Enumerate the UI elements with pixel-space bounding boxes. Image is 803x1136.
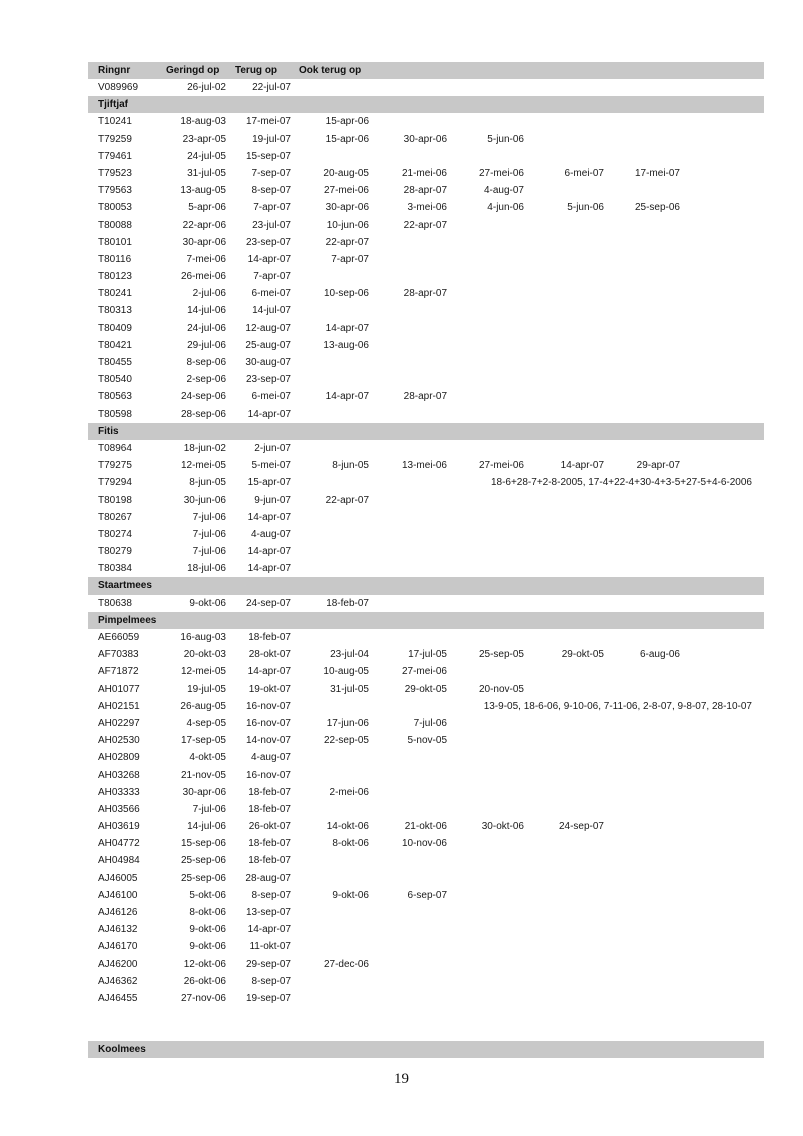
recaptured-date: 14-apr-07 bbox=[247, 408, 291, 420]
recaptured-date: 25-aug-07 bbox=[245, 339, 291, 351]
table-row bbox=[88, 801, 764, 818]
ring-number: T80053 bbox=[98, 202, 132, 214]
ringed-date: 20-okt-03 bbox=[183, 649, 226, 661]
table-row bbox=[88, 749, 764, 766]
table-row bbox=[88, 887, 764, 904]
also-recaptured-date: 22-sep-05 bbox=[323, 735, 369, 747]
table-row bbox=[88, 663, 764, 680]
also-recaptured-date: 30-apr-06 bbox=[403, 133, 447, 145]
also-recaptured-date: 4-jun-06 bbox=[487, 202, 524, 214]
also-recaptured-date: 27-mei-06 bbox=[401, 666, 447, 678]
section-title: Koolmees bbox=[98, 1044, 146, 1056]
table-row bbox=[88, 560, 764, 577]
recaptured-date: 14-jul-07 bbox=[252, 305, 291, 317]
recaptured-date: 6-mei-07 bbox=[251, 288, 291, 300]
recaptured-date: 23-sep-07 bbox=[245, 236, 291, 248]
ring-number: T80598 bbox=[98, 408, 132, 420]
section-header bbox=[88, 423, 764, 440]
recaptured-date: 6-mei-07 bbox=[251, 391, 291, 403]
recaptured-date: 19-jul-07 bbox=[252, 133, 291, 145]
ring-number: AH03333 bbox=[98, 786, 140, 798]
ring-number: AJ46200 bbox=[98, 958, 138, 970]
table-row bbox=[88, 681, 764, 698]
ring-number: T10241 bbox=[98, 116, 132, 128]
table-row bbox=[88, 835, 764, 852]
table-row bbox=[88, 526, 764, 543]
ringed-date: 27-nov-06 bbox=[180, 992, 226, 1004]
ring-number: T80540 bbox=[98, 374, 132, 386]
ringed-date: 18-aug-03 bbox=[180, 116, 226, 128]
ringed-date: 25-sep-06 bbox=[180, 855, 226, 867]
also-recaptured-date: 27-mei-06 bbox=[323, 185, 369, 197]
ring-number: T80274 bbox=[98, 528, 132, 540]
table-row bbox=[88, 698, 764, 715]
also-recaptured-date: 10-nov-06 bbox=[401, 838, 447, 850]
table-row bbox=[88, 474, 764, 491]
ring-number: AH02530 bbox=[98, 735, 140, 747]
recaptured-date: 16-nov-07 bbox=[245, 769, 291, 781]
ringed-date: 4-okt-05 bbox=[189, 752, 226, 764]
also-recaptured-date: 20-aug-05 bbox=[323, 167, 369, 179]
table-row bbox=[88, 629, 764, 646]
ring-number: AJ46132 bbox=[98, 924, 138, 936]
ring-number: T79259 bbox=[98, 133, 132, 145]
recaptured-date: 14-apr-07 bbox=[247, 546, 291, 558]
page-number: 19 bbox=[394, 1071, 409, 1087]
ringed-date: 26-okt-06 bbox=[183, 975, 226, 987]
also-recaptured-date: 5-jun-06 bbox=[567, 202, 604, 214]
recaptured-date: 26-okt-07 bbox=[248, 821, 291, 833]
ring-number: AH03268 bbox=[98, 769, 140, 781]
table-row bbox=[88, 302, 764, 319]
also-recaptured-date: 14-apr-07 bbox=[560, 460, 604, 472]
also-recaptured-date: 7-apr-07 bbox=[331, 253, 369, 265]
ringed-date: 22-apr-06 bbox=[182, 219, 226, 231]
also-recaptured-date: 9-okt-06 bbox=[332, 889, 369, 901]
ringed-date: 7-mei-06 bbox=[186, 253, 226, 265]
also-recaptured-date: 8-okt-06 bbox=[332, 838, 369, 850]
ring-number: T80638 bbox=[98, 597, 132, 609]
also-recaptured-date: 15-apr-06 bbox=[325, 116, 369, 128]
recaptured-date: 30-aug-07 bbox=[245, 357, 291, 368]
ring-number: T80101 bbox=[98, 236, 132, 248]
recaptured-date: 18-feb-07 bbox=[248, 786, 291, 798]
table-row bbox=[88, 371, 764, 388]
recaptured-date: 15-sep-07 bbox=[245, 150, 291, 162]
ring-number: T79563 bbox=[98, 185, 132, 197]
ringed-date: 30-apr-06 bbox=[182, 236, 226, 248]
ring-number: T80267 bbox=[98, 511, 132, 523]
also-recaptured-date: 7-jul-06 bbox=[413, 717, 447, 729]
recaptured-date: 19-okt-07 bbox=[248, 683, 291, 695]
ring-number: AE66059 bbox=[98, 632, 140, 643]
table-row bbox=[88, 732, 764, 749]
section-header bbox=[88, 577, 764, 594]
recaptured-date: 22-jul-07 bbox=[252, 82, 291, 93]
also-recaptured-date: 27-mei-06 bbox=[478, 167, 524, 179]
also-recaptured-date: 8-jun-05 bbox=[332, 460, 369, 472]
also-recaptured-date: 17-mei-07 bbox=[634, 167, 680, 179]
recaptured-date: 19-sep-07 bbox=[245, 992, 291, 1004]
also-recaptured-date: 6-aug-06 bbox=[639, 649, 680, 661]
ringed-date: 31-jul-05 bbox=[187, 167, 226, 179]
recaptured-date: 28-okt-07 bbox=[248, 649, 291, 661]
section-header bbox=[88, 612, 764, 629]
ring-number: T79461 bbox=[98, 150, 132, 162]
ring-number: AH01077 bbox=[98, 683, 140, 695]
ring-number: AH04984 bbox=[98, 855, 140, 867]
ringed-date: 8-sep-06 bbox=[186, 357, 226, 368]
table-row bbox=[88, 182, 764, 199]
recaptured-date: 7-apr-07 bbox=[253, 202, 291, 214]
ringed-date: 24-sep-06 bbox=[180, 391, 226, 403]
recaptured-date: 17-mei-07 bbox=[245, 116, 291, 128]
ring-number: T08964 bbox=[98, 442, 132, 454]
ringed-date: 2-sep-06 bbox=[186, 374, 226, 386]
ring-number: T80198 bbox=[98, 494, 132, 506]
ring-number: T80123 bbox=[98, 271, 132, 283]
table-row bbox=[88, 509, 764, 526]
table-row bbox=[88, 818, 764, 835]
header-ook: Ook terug op bbox=[299, 65, 362, 76]
ring-number: T80384 bbox=[98, 563, 132, 575]
ringed-date: 9-okt-06 bbox=[189, 597, 226, 609]
ringed-date: 19-jul-05 bbox=[187, 683, 226, 695]
table-row bbox=[88, 904, 764, 921]
also-recaptured-date: 6-sep-07 bbox=[407, 889, 447, 901]
table-row bbox=[88, 113, 764, 130]
also-recaptured-date: 14-apr-07 bbox=[325, 391, 369, 403]
table-row bbox=[88, 165, 764, 182]
ring-number: AJ46455 bbox=[98, 992, 138, 1004]
ring-number: T79523 bbox=[98, 167, 132, 179]
ring-number: T79294 bbox=[98, 477, 132, 489]
recaptured-date: 12-aug-07 bbox=[245, 322, 291, 334]
also-recaptured-date: 21-okt-06 bbox=[404, 821, 447, 833]
ringed-date: 24-jul-06 bbox=[187, 322, 226, 334]
also-recaptured-date: 29-okt-05 bbox=[404, 683, 447, 695]
also-recaptured-date: 10-jun-06 bbox=[326, 219, 369, 231]
table-row bbox=[88, 199, 764, 216]
recaptured-date: 14-apr-07 bbox=[247, 666, 291, 678]
header-geringd: Geringd op bbox=[166, 65, 220, 76]
ringed-date: 14-jul-06 bbox=[187, 305, 226, 317]
also-recaptured-date: 25-sep-06 bbox=[634, 202, 680, 214]
table-row bbox=[88, 406, 764, 423]
recaptured-date: 23-sep-07 bbox=[245, 374, 291, 386]
ringed-date: 17-sep-05 bbox=[180, 735, 226, 747]
recaptured-date: 14-apr-07 bbox=[247, 924, 291, 936]
ringed-date: 2-jul-06 bbox=[192, 288, 226, 300]
ringed-date: 25-sep-06 bbox=[180, 872, 226, 884]
ring-number: AH03619 bbox=[98, 821, 140, 833]
ring-number: T80409 bbox=[98, 322, 132, 334]
ring-number: T80421 bbox=[98, 339, 132, 351]
ring-number: AJ46170 bbox=[98, 941, 138, 953]
recaptured-date: 7-sep-07 bbox=[251, 167, 291, 179]
ringed-date: 16-aug-03 bbox=[180, 632, 226, 643]
table-row bbox=[88, 79, 764, 96]
recaptured-date: 18-feb-07 bbox=[248, 838, 291, 850]
ringed-date: 15-sep-06 bbox=[180, 838, 226, 850]
recaptured-date: 28-aug-07 bbox=[245, 872, 291, 884]
ringed-date: 12-mei-05 bbox=[180, 666, 226, 678]
ring-number: T80241 bbox=[98, 288, 132, 300]
also-recaptured-date: 22-apr-07 bbox=[325, 494, 369, 506]
ringed-date: 7-jul-06 bbox=[192, 546, 226, 558]
section-title: Fitis bbox=[98, 425, 119, 437]
also-recaptured-date: 25-sep-05 bbox=[478, 649, 524, 661]
recaptured-date: 13-sep-07 bbox=[245, 907, 291, 918]
table-row bbox=[88, 234, 764, 251]
also-recaptured-date: 2-mei-06 bbox=[329, 786, 369, 798]
table-row bbox=[88, 956, 764, 973]
recaptured-date: 8-sep-07 bbox=[251, 185, 291, 197]
recaptured-date: 2-jun-07 bbox=[254, 442, 291, 454]
also-recaptured-date: 6-mei-07 bbox=[564, 167, 604, 179]
header-ringnr: Ringnr bbox=[98, 65, 131, 76]
ringed-date: 26-mei-06 bbox=[180, 271, 226, 283]
ringed-date: 18-jul-06 bbox=[187, 563, 226, 575]
also-recaptured-date: 23-jul-04 bbox=[330, 649, 369, 661]
table-row bbox=[88, 852, 764, 869]
recaptured-date: 9-jun-07 bbox=[254, 494, 291, 506]
ring-number: AH04772 bbox=[98, 838, 140, 850]
recaptured-date: 23-jul-07 bbox=[252, 219, 291, 231]
table-row bbox=[88, 320, 764, 337]
header-terug: Terug op bbox=[235, 65, 278, 76]
ring-number: V089969 bbox=[98, 82, 139, 93]
table-row bbox=[88, 131, 764, 148]
ringed-date: 13-aug-05 bbox=[180, 185, 226, 197]
also-recaptured-date: 29-apr-07 bbox=[636, 460, 680, 472]
ring-number: T80279 bbox=[98, 546, 132, 558]
ringed-date: 9-okt-06 bbox=[189, 941, 226, 953]
recaptured-date: 8-sep-07 bbox=[251, 889, 291, 901]
ringed-date: 30-jun-06 bbox=[183, 494, 226, 506]
recaptured-date: 5-mei-07 bbox=[251, 460, 291, 472]
table-row bbox=[88, 337, 764, 354]
table-row bbox=[88, 715, 764, 732]
table-row bbox=[88, 870, 764, 887]
ring-number: AJ46005 bbox=[98, 872, 138, 884]
also-recaptured-date: 10-aug-05 bbox=[323, 666, 369, 678]
recaptured-date: 16-nov-07 bbox=[245, 700, 291, 712]
also-recaptured-date: 4-aug-07 bbox=[483, 185, 524, 197]
ringed-date: 7-jul-06 bbox=[192, 803, 226, 815]
also-recaptured-date: 17-jul-05 bbox=[408, 649, 447, 661]
ring-number: T80313 bbox=[98, 305, 132, 317]
ring-number: AF70383 bbox=[98, 649, 139, 661]
table-row bbox=[88, 973, 764, 990]
also-recaptured-list: 13-9-05, 18-6-06, 9-10-06, 7-11-06, 2-8-07, 9-8-07, 28-10-07 bbox=[483, 700, 752, 712]
table-row bbox=[88, 285, 764, 302]
ringed-date: 18-jun-02 bbox=[183, 442, 226, 454]
ringed-date: 26-aug-05 bbox=[180, 700, 226, 712]
also-recaptured-date: 27-mei-06 bbox=[478, 460, 524, 472]
table-row bbox=[88, 148, 764, 165]
table-row bbox=[88, 543, 764, 560]
also-recaptured-date: 22-apr-07 bbox=[403, 219, 447, 231]
recaptured-date: 8-sep-07 bbox=[251, 975, 291, 987]
also-recaptured-date: 29-okt-05 bbox=[561, 649, 604, 661]
also-recaptured-date: 21-mei-06 bbox=[401, 167, 447, 179]
also-recaptured-date: 28-apr-07 bbox=[403, 391, 447, 403]
recaptured-date: 18-feb-07 bbox=[248, 632, 291, 643]
ring-number: T79275 bbox=[98, 460, 132, 472]
table-row bbox=[88, 217, 764, 234]
ring-number: AH02151 bbox=[98, 700, 140, 712]
also-recaptured-date: 18-feb-07 bbox=[326, 597, 369, 609]
also-recaptured-list: 18-6+28-7+2-8-2005, 17-4+22-4+30-4+3-5+27-5+4-6-2006 bbox=[490, 477, 752, 489]
ring-number: AF71872 bbox=[98, 666, 139, 678]
ring-number: AH02809 bbox=[98, 752, 140, 764]
ringed-date: 29-jul-06 bbox=[187, 339, 226, 351]
table-row bbox=[88, 767, 764, 784]
recaptured-date: 18-feb-07 bbox=[248, 855, 291, 867]
ringed-date: 21-nov-05 bbox=[180, 769, 226, 781]
ringed-date: 14-jul-06 bbox=[187, 821, 226, 833]
also-recaptured-date: 24-sep-07 bbox=[558, 821, 604, 833]
ringed-date: 12-mei-05 bbox=[180, 460, 226, 472]
ringed-date: 5-okt-06 bbox=[189, 889, 226, 901]
recaptured-date: 16-nov-07 bbox=[245, 717, 291, 729]
recaptured-date: 15-apr-07 bbox=[247, 477, 291, 489]
also-recaptured-date: 30-apr-06 bbox=[325, 202, 369, 214]
section-title: Staartmees bbox=[98, 580, 152, 592]
also-recaptured-date: 5-nov-05 bbox=[407, 735, 447, 747]
also-recaptured-date: 14-apr-07 bbox=[325, 322, 369, 334]
table-row bbox=[88, 921, 764, 938]
table-row bbox=[88, 784, 764, 801]
table-row bbox=[88, 251, 764, 268]
ringed-date: 5-apr-06 bbox=[188, 202, 226, 214]
recaptured-date: 14-apr-07 bbox=[247, 253, 291, 265]
ring-number: T80563 bbox=[98, 391, 132, 403]
also-recaptured-date: 31-jul-05 bbox=[330, 683, 369, 695]
section-title: Pimpelmees bbox=[98, 614, 157, 626]
also-recaptured-date: 30-okt-06 bbox=[481, 821, 524, 833]
also-recaptured-date: 10-sep-06 bbox=[323, 288, 369, 300]
recaptured-date: 29-sep-07 bbox=[245, 958, 291, 970]
also-recaptured-date: 28-apr-07 bbox=[403, 288, 447, 300]
ringed-date: 9-okt-06 bbox=[189, 924, 226, 936]
also-recaptured-date: 15-apr-06 bbox=[325, 133, 369, 145]
also-recaptured-date: 28-apr-07 bbox=[403, 185, 447, 197]
ring-number: AH02297 bbox=[98, 717, 140, 729]
table-row bbox=[88, 646, 764, 663]
ringed-date: 28-sep-06 bbox=[180, 408, 226, 420]
recaptured-date: 14-nov-07 bbox=[245, 735, 291, 747]
also-recaptured-date: 17-jun-06 bbox=[326, 717, 369, 729]
ring-number: T80088 bbox=[98, 219, 132, 231]
ringed-date: 7-jul-06 bbox=[192, 511, 226, 523]
table-row bbox=[88, 440, 764, 457]
section-spacer bbox=[88, 1007, 764, 1041]
recaptured-date: 11-okt-07 bbox=[249, 941, 291, 953]
ring-number: T80116 bbox=[98, 253, 132, 265]
ringed-date: 12-okt-06 bbox=[183, 958, 226, 970]
also-recaptured-date: 14-okt-06 bbox=[326, 821, 369, 833]
ring-number: AJ46100 bbox=[98, 889, 138, 901]
also-recaptured-date: 27-dec-06 bbox=[323, 958, 369, 970]
ring-number: AJ46362 bbox=[98, 975, 138, 987]
section-title: Tjiftjaf bbox=[98, 99, 128, 111]
table-row bbox=[88, 595, 764, 612]
ring-number: AH03566 bbox=[98, 803, 140, 815]
ring-number: T80455 bbox=[98, 357, 132, 368]
table-row bbox=[88, 990, 764, 1007]
recaptured-date: 24-sep-07 bbox=[245, 597, 291, 609]
table-row bbox=[88, 268, 764, 285]
table-header bbox=[88, 62, 764, 79]
also-recaptured-date: 13-mei-06 bbox=[401, 460, 447, 472]
ringed-date: 23-apr-05 bbox=[182, 133, 226, 145]
ringed-date: 30-apr-06 bbox=[182, 786, 226, 798]
section-header bbox=[88, 1041, 764, 1058]
ringed-date: 24-jul-05 bbox=[187, 150, 226, 162]
ringed-date: 4-sep-05 bbox=[186, 717, 226, 729]
also-recaptured-date: 22-apr-07 bbox=[325, 236, 369, 248]
table-row bbox=[88, 457, 764, 474]
table-row bbox=[88, 388, 764, 405]
ringed-date: 7-jul-06 bbox=[192, 528, 226, 540]
also-recaptured-date: 5-jun-06 bbox=[487, 133, 524, 145]
ring-number: AJ46126 bbox=[98, 907, 138, 918]
table-row bbox=[88, 354, 764, 371]
recaptured-date: 14-apr-07 bbox=[247, 511, 291, 523]
table-body bbox=[88, 79, 764, 1058]
recaptured-date: 7-apr-07 bbox=[253, 271, 291, 283]
ringed-date: 26-jul-02 bbox=[187, 82, 226, 93]
also-recaptured-date: 13-aug-06 bbox=[323, 339, 369, 351]
recaptured-date: 18-feb-07 bbox=[248, 803, 291, 815]
also-recaptured-date: 3-mei-06 bbox=[407, 202, 447, 214]
ringed-date: 8-okt-06 bbox=[189, 907, 226, 918]
recaptured-date: 14-apr-07 bbox=[247, 563, 291, 575]
recaptured-date: 4-aug-07 bbox=[250, 528, 291, 540]
recaptured-date: 4-aug-07 bbox=[250, 752, 291, 764]
ringed-date: 8-jun-05 bbox=[189, 477, 226, 489]
table-row bbox=[88, 492, 764, 509]
section-header bbox=[88, 96, 764, 113]
also-recaptured-date: 20-nov-05 bbox=[478, 683, 524, 695]
ringing-table bbox=[88, 62, 764, 1058]
table-row bbox=[88, 938, 764, 955]
